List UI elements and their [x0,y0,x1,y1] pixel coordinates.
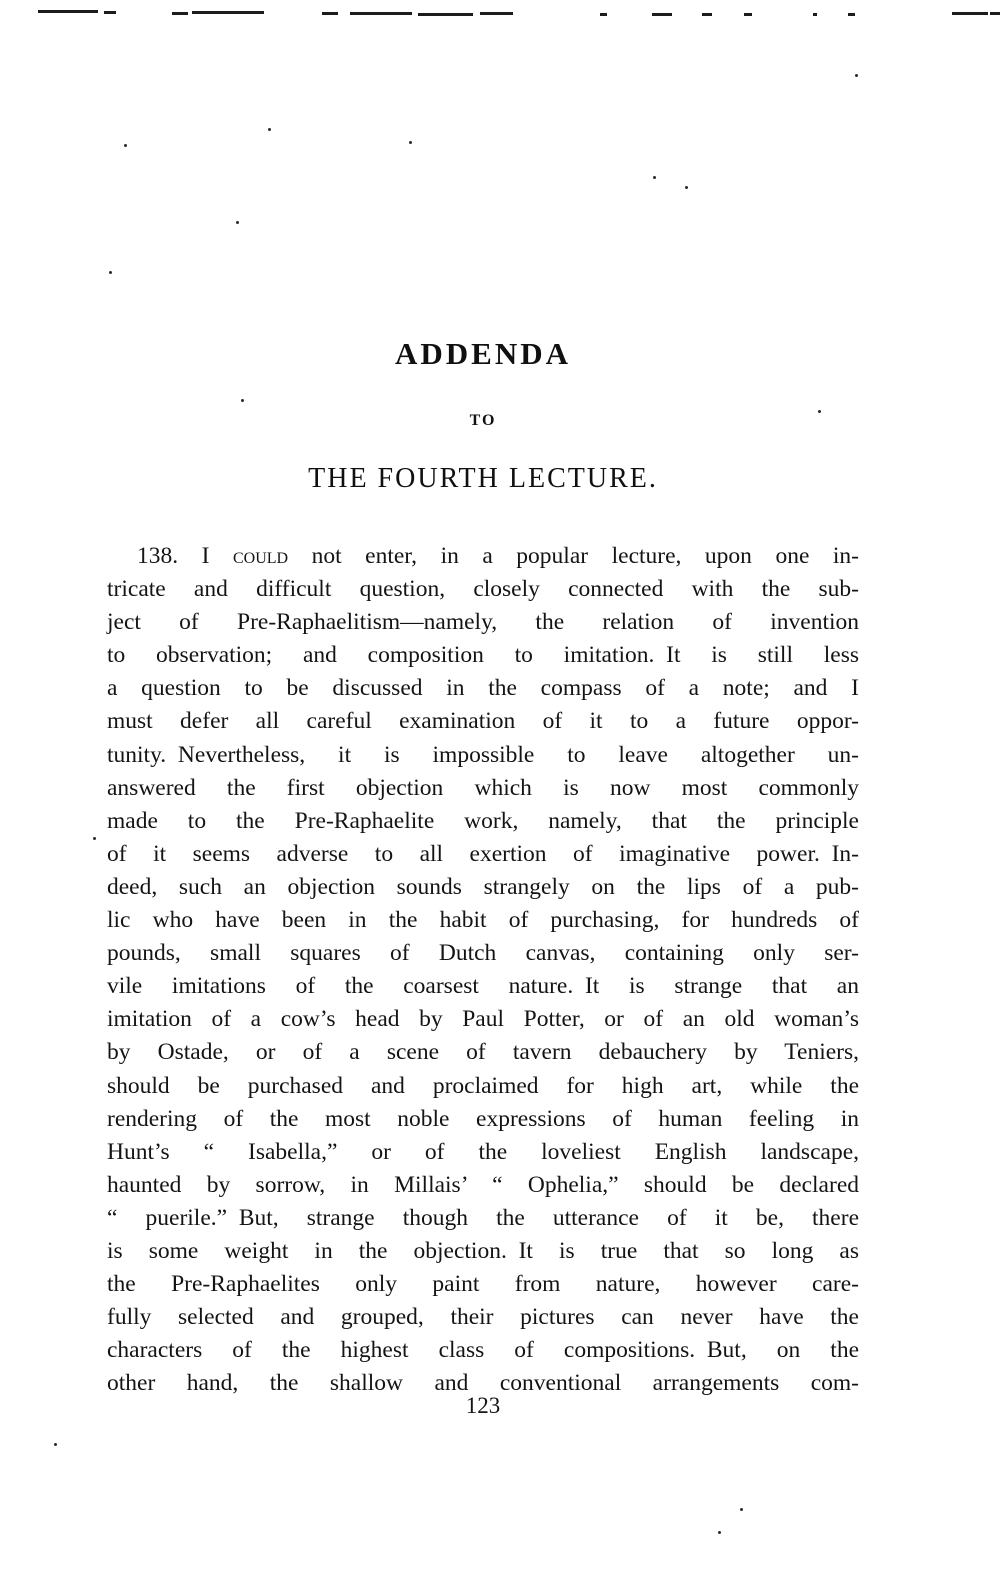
body-line: a question to be discussed in the compass of a note; and I [107,675,859,702]
body-line: vile imitations of the coarsest nature. It is strange that an [107,973,859,1000]
body-line: tunity. Nevertheless, it is impossible to leave altogether un- [107,741,859,768]
body-line: “ puerile.” But, strange though the utterance of it be, there [107,1204,859,1231]
body-line: made to the Pre-Raphaelite work, namely, that the principle [107,807,859,834]
body-line: other hand, the shallow and conventional arrangements com- [107,1370,859,1397]
body-line: imitation of a cow’s head by Paul Potter, or of an old woman’s [107,1006,859,1033]
body-line: answered the first objection which is now most commonly [107,774,859,801]
body-line: by Ostade, or of a scene of tavern debauchery by Teniers, [107,1039,859,1066]
body-line: characters of the highest class of compositions. But, on the [107,1337,859,1364]
body-line: ject of Pre-Raphaelitism—namely, the relation of invention [107,609,859,636]
body-line: should be purchased and proclaimed for high art, while the [107,1072,859,1099]
body-line: of it seems adverse to all exertion of imaginative power. In- [107,840,859,867]
section-title: THE FOURTH LECTURE. [308,463,658,494]
paragraph-number: 138. [137,543,179,569]
body-line: haunted by sorrow, in Millais’ “ Ophelia,” should be declared [107,1171,859,1198]
page-subheading: TO [469,412,497,429]
body-line: to observation; and composition to imitation. It is still less [107,642,859,669]
body-line: deed, such an objection sounds strangely on the lips of a pub- [107,873,859,900]
body-line: pounds, small squares of Dutch canvas, containing only ser- [107,940,859,967]
body-line: tricate and difficult question, closely connected with the sub- [107,576,859,603]
page-heading: ADDENDA [395,336,571,371]
body-line: fully selected and grouped, their pictures can never have the [107,1304,859,1331]
page-number: 123 [465,1393,501,1418]
body-line: the Pre-Raphaelites only paint from nature, however care- [107,1271,859,1298]
paragraph-138 [107,540,859,1400]
page-content [107,0,859,1582]
body-line: rendering of the most noble expressions of human feeling in [107,1105,859,1132]
body-line: Hunt’s “ Isabella,” or of the loveliest English landscape, [107,1138,859,1165]
body-line [107,540,859,573]
body-line: is some weight in the objection. It is true that so long as [107,1237,859,1264]
body-text: I [201,543,210,569]
body-text: not enter, in a popular lecture, upon one in- [311,543,859,569]
body-text-smallcaps: could [232,543,289,569]
body-line: lic who have been in the habit of purchasing, for hundreds of [107,907,859,934]
body-line: must defer all careful examination of it to a future oppor- [107,708,859,735]
